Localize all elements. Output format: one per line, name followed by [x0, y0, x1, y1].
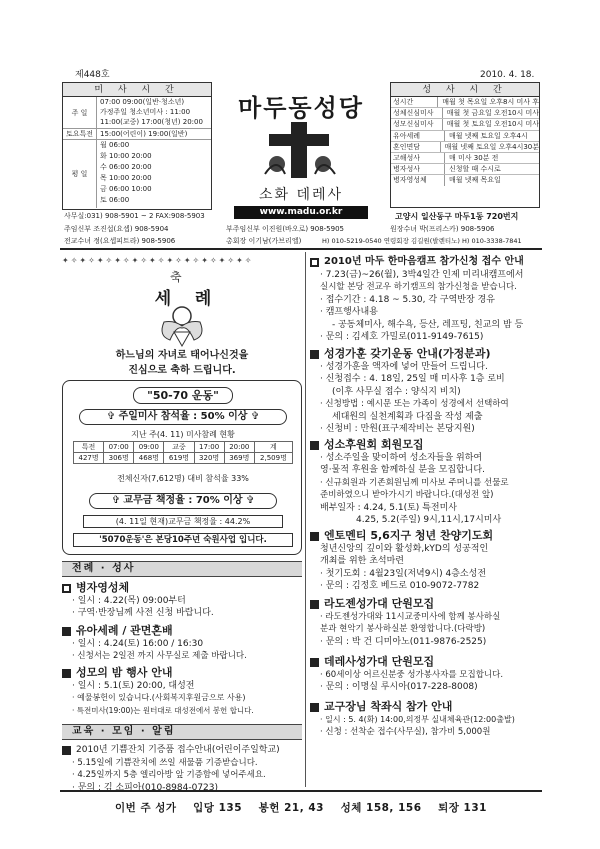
- mission-sister-contact: 전교수녀 정(요셉피트라) 908-5906: [64, 237, 176, 245]
- church-address: 고양시 일산동구 마두1동 720번지: [395, 212, 519, 221]
- section-square-icon: [62, 669, 71, 678]
- last-week-title: 지난 주(4. 11) 미사참례 현황: [131, 430, 235, 439]
- sacrament-times-box: [390, 82, 540, 208]
- section-square-icon: [62, 746, 71, 755]
- sacrament-times-title: 성 사 시 간: [391, 83, 539, 97]
- section-square-icon: [310, 600, 319, 609]
- mass-times-box: [62, 82, 212, 210]
- header-divider: [60, 248, 542, 250]
- campaign-title: "50-70 운동": [133, 387, 233, 404]
- sacrament-row: 병자영성체 매월 넷째 목요일: [393, 176, 501, 185]
- campaign-slogan: '5070운동'은 본당10주년 숙원사업 입니다.: [73, 533, 293, 547]
- office-contact: 사무실:031) 908-5901 ~ 2 FAX:908-5903: [64, 212, 205, 220]
- section-square-icon: [62, 627, 71, 636]
- baptism-message: 하느님의 자녀로 태어나신것을 진심으로 축하 드립니다.: [115, 350, 249, 376]
- pastor-contact: 주임신부 조진섭(요셉) 908-5904: [64, 225, 169, 233]
- sacrament-row: 고해성사 매 미사 30분 전: [391, 153, 539, 164]
- cross-logo-icon: [255, 118, 345, 180]
- section-square-icon: [310, 258, 319, 267]
- sacrament-row: 성시간 매월 첫 목요일 오후8시 미사 후: [391, 97, 539, 108]
- notice-ladozen-choir: 라도젠성가대 단원모집 · 라도젠성가대와 11시교중미사에 함께 봉사하실 분과 현악기 봉사하실분 환영합니다.(다락방) · 문의 : 박 건 디미아노(011-9876-2525): [310, 597, 550, 648]
- notice-bishop-installation: 교구장님 착좌식 참가 안내 · 일시 : 5. 4(화) 14:00,의정부 실내체육관(12:00출발) · 신청 : 선착순 접수(사무실), 참가비 5,000원: [310, 700, 550, 739]
- sacrament-row: 성체신심미사 매월 첫 금요일 오전10시 미사: [391, 108, 539, 119]
- notice-vocation-support: 성소후원회 회원모집 · 성소주일을 맞이하여 성소자들을 위하여 영·물적 후원을 함께하실 분을 모집합니다. · 신규회원과 기존회원님께 미사보 주머니를 선물로 준비하였으니 받아가시기 바랍니다.(대성전 앞) 배부일자 : 4.24, 5.1(토) 특전미사 4.25, 5.2(주일) 9시,11시,17시미사: [310, 438, 550, 526]
- sacrament-row: 혼인면담 매월 넷째 토요일 오후4시30분: [391, 142, 539, 153]
- website-link[interactable]: www.madu.or.kr: [234, 206, 368, 219]
- funeral-contact: H) 010-5219-0540 연령회장 김길원(발렌티노) H) 010-3338-7841: [322, 237, 522, 245]
- angel-icon: [156, 302, 208, 348]
- sunday-attendance-target: ✞ 주일미사 참석율 : 50% 이상 ✞: [79, 409, 287, 425]
- section-square-icon: [310, 441, 319, 450]
- notice-mary-night: 성모의 밤 행사 안내 · 일시 : 5.1(토) 20:00, 대성전 · 예물봉헌이 있습니다.(사회복지후원금으로 사용) · 특전미사(19:00)는 원터대로 대성전에서 봉헌 합니다.: [62, 666, 302, 717]
- section-square-icon: [62, 584, 71, 593]
- campaign-box: [62, 380, 302, 555]
- sister-contact: 원장수녀 박(프리스카) 908-5906: [390, 225, 495, 233]
- notice-sick-communion: 병자영성체 · 일시 : 4.22(목) 09:00부터 · 구역·반장님께 사전 신청 바랍니다.: [62, 581, 302, 620]
- attendance-table: 특전 07:00 09:00 교중 17:00 20:00 계 427명 306명 468명 619명 320명 369명 2,509명: [73, 441, 293, 464]
- section-square-icon: [310, 658, 319, 667]
- issue-date: 2010. 4. 18.: [480, 70, 535, 80]
- fee-target: ✞ 교무금 책정율 : 70% 이상 ✞: [89, 493, 277, 509]
- mass-row-saturday: 토요특전 15:00(어린이) 19:00(일반): [63, 129, 211, 140]
- mass-row-weekday: 평 일 월 06:00 화 10:00 20:00 수 06:00 20:00 목 10:00 20:00 금 06:00 10:00 토 06:00: [63, 140, 211, 208]
- sacrament-row: 유아세례 매월 넷째 토요일 오후4시: [391, 131, 539, 142]
- attendance-total: 전체신자(7,612명) 대비 참석율 33%: [117, 474, 249, 483]
- footer-divider: [60, 790, 542, 792]
- baptism-heading-small: 축: [170, 270, 182, 284]
- notice-youth-prayer: 엔토멘티 5,6지구 청년 찬양기도회 청년신앙의 깊이와 활성화,kYD의 성공적인 개최를 위한 초석마련 · 첫기도회 : 4월23일(저녁9시) 4층소성전 · 문의 : 김정호 베드로 010-9072-7782: [310, 529, 550, 593]
- section-square-icon: [310, 703, 319, 712]
- notice-joy-party: 2010년 기쁨잔치 기증품 접수안내(어린이주일학교) · 5.15일에 기쁨잔치에 쓰일 새물품 기증받습니다. · 4.25일까지 5층 엘리아방 앞 기증함에 넣어주세요. · 문의 : 김 소피아(010-8984-0723): [62, 743, 302, 794]
- notice-infant-baptism: 유아세례 / 관면혼배 · 일시 : 4.24(토) 16:00 / 16:30 · 신청서는 2일전 까지 사무실로 제출 바랍니다.: [62, 624, 302, 663]
- baptism-heading: 세 례: [154, 289, 212, 309]
- sacrament-row: 병자성사 신청할 때 수시로: [391, 164, 539, 175]
- notice-bible-motto: 성경가훈 갖기운동 안내(가정분과) · 성경가훈을 액자에 넣어 만들어 드립니다. · 신청접수 : 4. 18일, 25일 매 미사후 1층 로비 (이후 사무실 접수 : 양식지 비치) · 신청방법 : 예시문 또는 가족이 성경에서 선택하여 세대원의 실천계획과 다짐을 작성 제출 · 신청비 : 만원(표구제작비는 본당지원): [310, 347, 550, 435]
- issue-number: 제448호: [75, 70, 110, 80]
- council-president: 총회장 이기남(가브리엘): [226, 237, 302, 245]
- assistant-pastor-contact: 부주임신부 이진원(바오로) 908-5905: [226, 225, 344, 233]
- notice-summer-camp: 2010년 마두 한마음캠프 참가신청 접수 안내 · 7.23(금)~26(월), 3박4일간 인제 미리내캠프에서 실시할 본당 전교우 하기캠프의 참가신청을 받습니다. · 접수기간 : 4.18 ~ 5.30, 각 구역반장 경유 · 캠프행사내용 - 공동체미사, 해수욕, 등산, 레프팅, 친교의 밤 등 · 문의 : 김세호 가밀로(011-9149-7615): [310, 255, 550, 343]
- fee-status: (4. 11일 현재)교무금 책정율 : 44.2%: [83, 515, 283, 528]
- mass-row-sunday: 주 일 07:00 09:00(일반·청소년) 가정주일 청소년미사 : 11:00 11:00(교중) 17:00(청년) 20:00: [63, 97, 211, 129]
- church-name: 마두동성당: [238, 94, 364, 122]
- section-square-icon: [310, 532, 319, 541]
- hymn-numbers: 이번 주 성가 입당 135 봉헌 21, 43 성체 158, 156 퇴장 131: [115, 802, 487, 814]
- sacrament-row: 성모신심미사 매월 첫 토요일 오전10시 미사: [391, 119, 539, 130]
- section-bar-education: 교육 · 모임 · 알림: [62, 724, 302, 740]
- section-square-icon: [310, 350, 319, 359]
- column-divider: [305, 252, 306, 787]
- notice-teresa-choir: 데레사성가대 단원모집 · 60세이상 어르신분중 성가봉사자를 모집합니다. · 문의 : 이명실 루시아(017-228-8008): [310, 655, 550, 694]
- section-bar-liturgy: 전례 · 성사: [62, 561, 302, 577]
- star-border: ✦✧✦✧✦✧✦✧✦✧✦✧✦✧✦✧✦✧✦✧✦✧: [62, 256, 254, 265]
- patron-saint: 소화 데레사: [258, 187, 344, 203]
- mass-times-title: 미 사 시 간: [63, 83, 211, 97]
